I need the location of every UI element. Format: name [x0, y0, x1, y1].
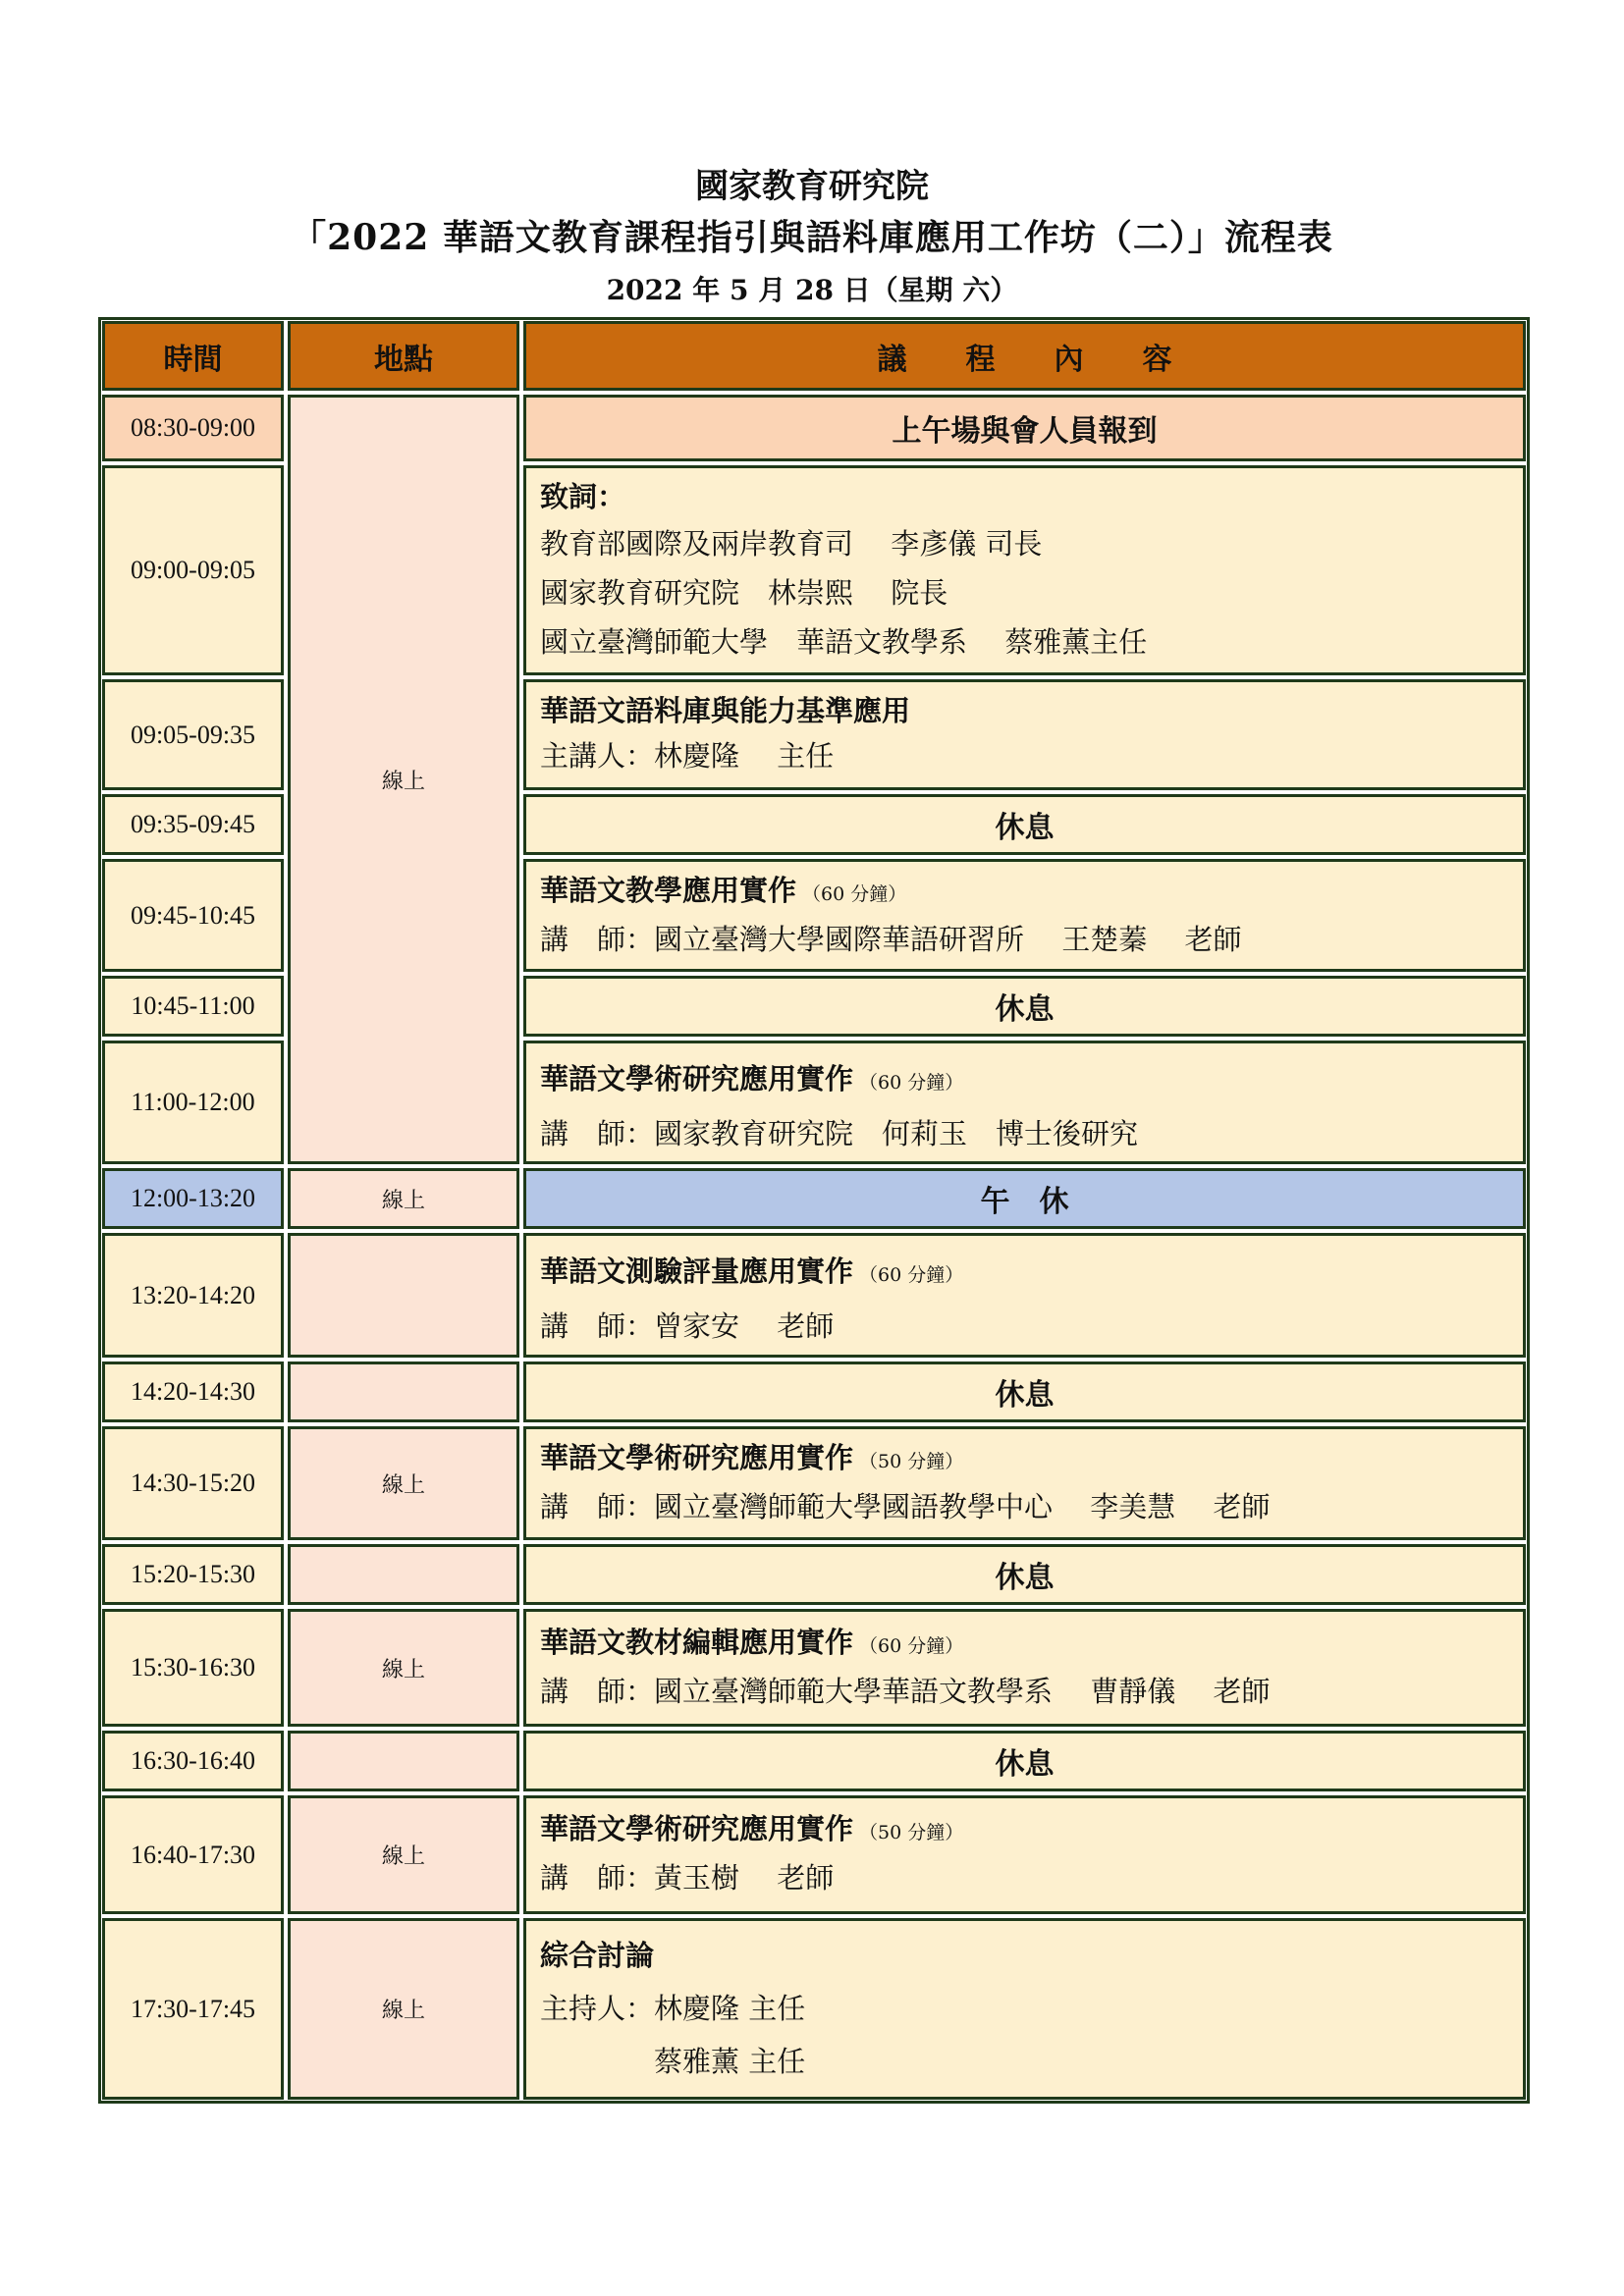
speaker-line: 講 師：國家教育研究院 何莉玉 博士後研究	[540, 1117, 1139, 1150]
agenda-discussion	[523, 1918, 1526, 2100]
agenda-lunch-break: 午 休	[523, 1168, 1526, 1229]
agenda-break: 休息	[523, 1362, 1526, 1422]
location-cell: 線上	[288, 1168, 519, 1229]
time-cell: 14:20-14:30	[102, 1362, 284, 1422]
column-header-agenda: 議 程 內 容	[523, 321, 1526, 391]
agenda-title: 華語文語料庫與能力基準應用	[540, 694, 911, 727]
time-cell: 17:30-17:45	[102, 1918, 284, 2100]
time-cell: 13:20-14:20	[102, 1233, 284, 1358]
time-cell: 15:20-15:30	[102, 1544, 284, 1605]
agenda-break: 休息	[523, 1731, 1526, 1791]
document-title: 「2022 華語文教育課程指引與語料庫應用工作坊（二）」流程表	[291, 217, 1333, 258]
time-cell: 14:30-15:20	[102, 1426, 284, 1540]
moderator-line: 主持人：林慶隆 主任	[540, 1992, 806, 2025]
speaker-line: 講 師：國立臺灣大學國際華語研習所 王楚蓁 老師	[540, 923, 1242, 956]
speaker-line: 講 師：曾家安 老師	[540, 1309, 835, 1343]
duration-note: （60 分鐘）	[802, 883, 907, 905]
time-cell: 09:35-09:45	[102, 794, 284, 855]
agenda-session	[523, 679, 1526, 790]
location-cell: 線上	[288, 1426, 519, 1540]
agenda-title: 華語文學術研究應用實作	[540, 1062, 854, 1095]
time-cell: 08:30-09:00	[102, 395, 284, 461]
time-cell: 12:00-13:20	[102, 1168, 284, 1229]
location-cell: 線上	[288, 1609, 519, 1727]
agenda-title: 綜合討論	[540, 1939, 655, 1972]
agenda-session	[523, 1426, 1526, 1540]
time-cell: 15:30-16:30	[102, 1609, 284, 1727]
agenda-title: 華語文測驗評量應用實作	[540, 1255, 854, 1288]
speaker-line: 講 師：國立臺灣師範大學國語教學中心 李美慧 老師	[540, 1490, 1271, 1523]
location-cell-morning: 線上	[288, 395, 519, 1164]
speaker-line: 教育部國際及兩岸教育司 李彥儀 司長	[540, 527, 1043, 561]
agenda-title: 華語文教學應用實作	[540, 874, 797, 907]
location-cell: 線上	[288, 1795, 519, 1914]
agenda-break: 休息	[523, 794, 1526, 855]
agenda-opening-remarks	[523, 465, 1526, 675]
location-cell: 線上	[288, 1918, 519, 2100]
agenda-break: 休息	[523, 976, 1526, 1037]
speaker-line: 國立臺灣師範大學 華語文教學系 蔡雅薰主任	[540, 625, 1148, 659]
time-cell: 09:45-10:45	[102, 859, 284, 972]
location-cell	[288, 1362, 519, 1422]
duration-note: （50 分鐘）	[859, 1822, 964, 1843]
agenda-title: 華語文學術研究應用實作	[540, 1441, 854, 1474]
time-cell: 11:00-12:00	[102, 1041, 284, 1164]
agenda-session	[523, 859, 1526, 972]
time-cell: 09:00-09:05	[102, 465, 284, 675]
agenda-title: 致詞：	[540, 480, 626, 513]
duration-note: （60 分鐘）	[859, 1264, 964, 1286]
time-cell: 10:45-11:00	[102, 976, 284, 1037]
column-header-time: 時間	[102, 321, 284, 391]
agenda-checkin: 上午場與會人員報到	[523, 395, 1526, 461]
time-cell: 09:05-09:35	[102, 679, 284, 790]
speaker-line: 國家教育研究院 林崇熙 院長	[540, 576, 948, 610]
organization-title: 國家教育研究院	[695, 167, 929, 206]
duration-note: （60 分鐘）	[859, 1072, 964, 1094]
location-cell	[288, 1731, 519, 1791]
agenda-session	[523, 1041, 1526, 1164]
location-cell	[288, 1233, 519, 1358]
location-cell	[288, 1544, 519, 1605]
agenda-title: 華語文學術研究應用實作	[540, 1812, 854, 1845]
speaker-line: 講 師：國立臺灣師範大學華語文教學系 曹靜儀 老師	[540, 1675, 1271, 1708]
agenda-session	[523, 1233, 1526, 1358]
event-date: 2022 年 5 月 28 日（星期 六）	[606, 274, 1018, 306]
time-cell: 16:40-17:30	[102, 1795, 284, 1914]
duration-note: （60 分鐘）	[859, 1635, 964, 1657]
speaker-line: 講 師：黃玉樹 老師	[540, 1861, 835, 1895]
agenda-break: 休息	[523, 1544, 1526, 1605]
speaker-line: 主講人：林慶隆 主任	[540, 739, 835, 773]
column-header-location: 地點	[288, 321, 519, 391]
time-cell: 16:30-16:40	[102, 1731, 284, 1791]
duration-note: （50 分鐘）	[859, 1451, 964, 1472]
agenda-session	[523, 1795, 1526, 1914]
agenda-session	[523, 1609, 1526, 1727]
moderator-line: 蔡雅薰 主任	[540, 2045, 806, 2078]
agenda-title: 華語文教材編輯應用實作	[540, 1626, 854, 1659]
